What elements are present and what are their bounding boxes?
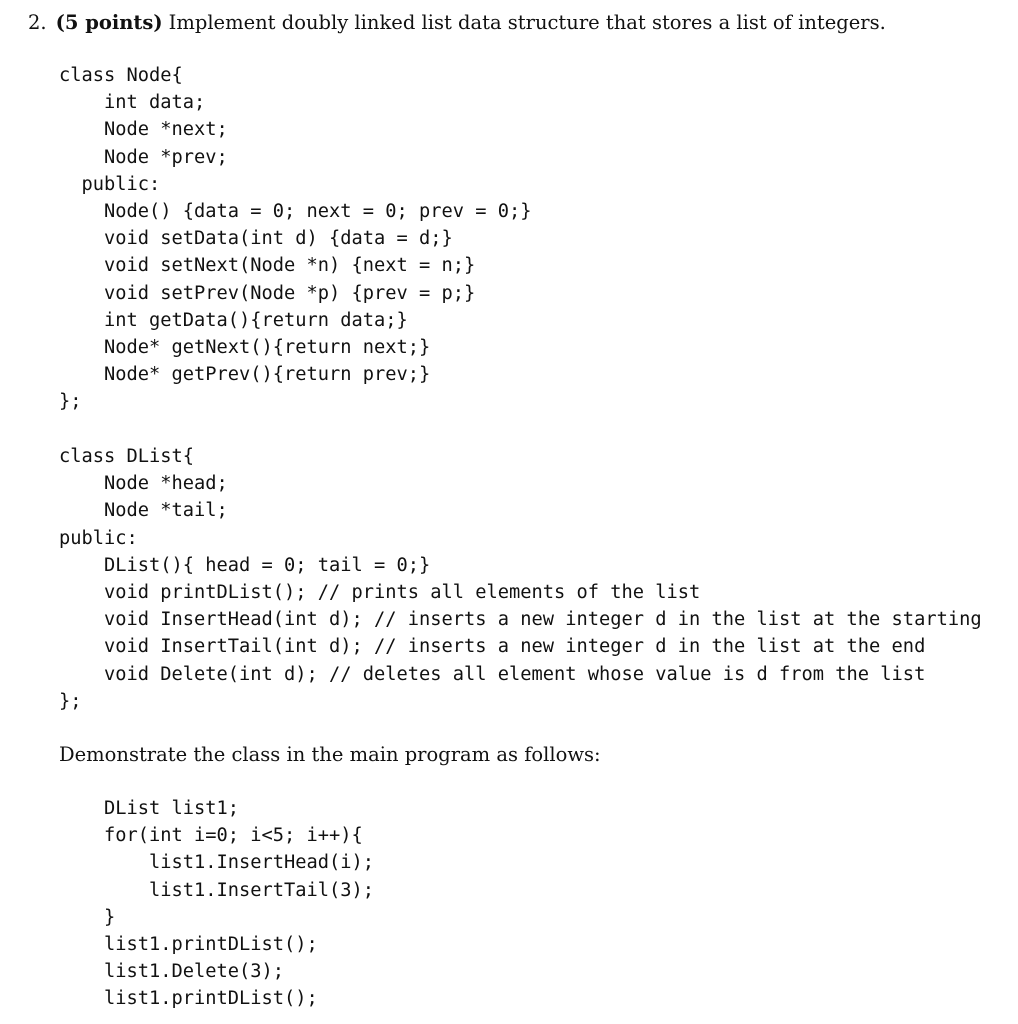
question-number: 2. [28,11,47,34]
code-line: int getData(){return data;} [59,309,408,331]
code-line: Node *head; [59,473,228,495]
node-class-code [59,62,532,415]
dlist-class-code [59,443,982,715]
code-line: void setPrev(Node *p) {prev = p;} [59,282,476,304]
code-line: Node* getNext(){return next;} [59,336,431,358]
code-line: } [59,906,116,928]
code-line: void InsertTail(int d); // inserts a new integer d in the list at the end [59,636,926,658]
code-line: class Node{ [59,65,183,86]
code-line: }; [59,391,82,413]
code-line: void setData(int d) {data = d;} [59,228,453,250]
code-line: public: [59,173,161,195]
code-line: for(int i=0; i<5; i++){ [59,825,363,847]
code-line: Node *next; [59,119,228,141]
question-points: (5 points) [55,11,163,34]
question-prompt: Implement doubly linked list data structure that stores a list of integers. [168,11,886,34]
code-line: list1.printDList(); [59,988,318,1010]
code-line: list1.InsertTail(3); [59,879,375,901]
code-line: Node *tail; [59,500,228,522]
code-line: Node *prev; [59,146,228,168]
code-line: list1.printDList(); [59,933,318,955]
code-line: int data; [59,92,206,114]
code-line: list1.Delete(3); [59,961,285,983]
code-line: public: [59,527,138,549]
main-program-code [59,795,374,1013]
code-line: DList(){ head = 0; tail = 0;} [59,554,431,576]
code-line: void setNext(Node *n) {next = n;} [59,255,476,277]
code-line: void Delete(int d); // deletes all element whose value is d from the list [59,663,926,685]
code-line: DList list1; [59,798,240,819]
code-line: class DList{ [59,446,195,467]
demo-instruction: Demonstrate the class in the main program as follows: [59,743,601,766]
code-line: Node* getPrev(){return prev;} [59,364,431,386]
code-line: list1.InsertHead(i); [59,852,375,874]
code-line: Node() {data = 0; next = 0; prev = 0;} [59,200,532,222]
question-heading [28,9,886,37]
code-line: void InsertHead(int d); // inserts a new integer d in the list at the starting [59,609,982,631]
code-line: void printDList(); // prints all elements of the list [59,581,701,603]
code-line: }; [59,690,82,712]
